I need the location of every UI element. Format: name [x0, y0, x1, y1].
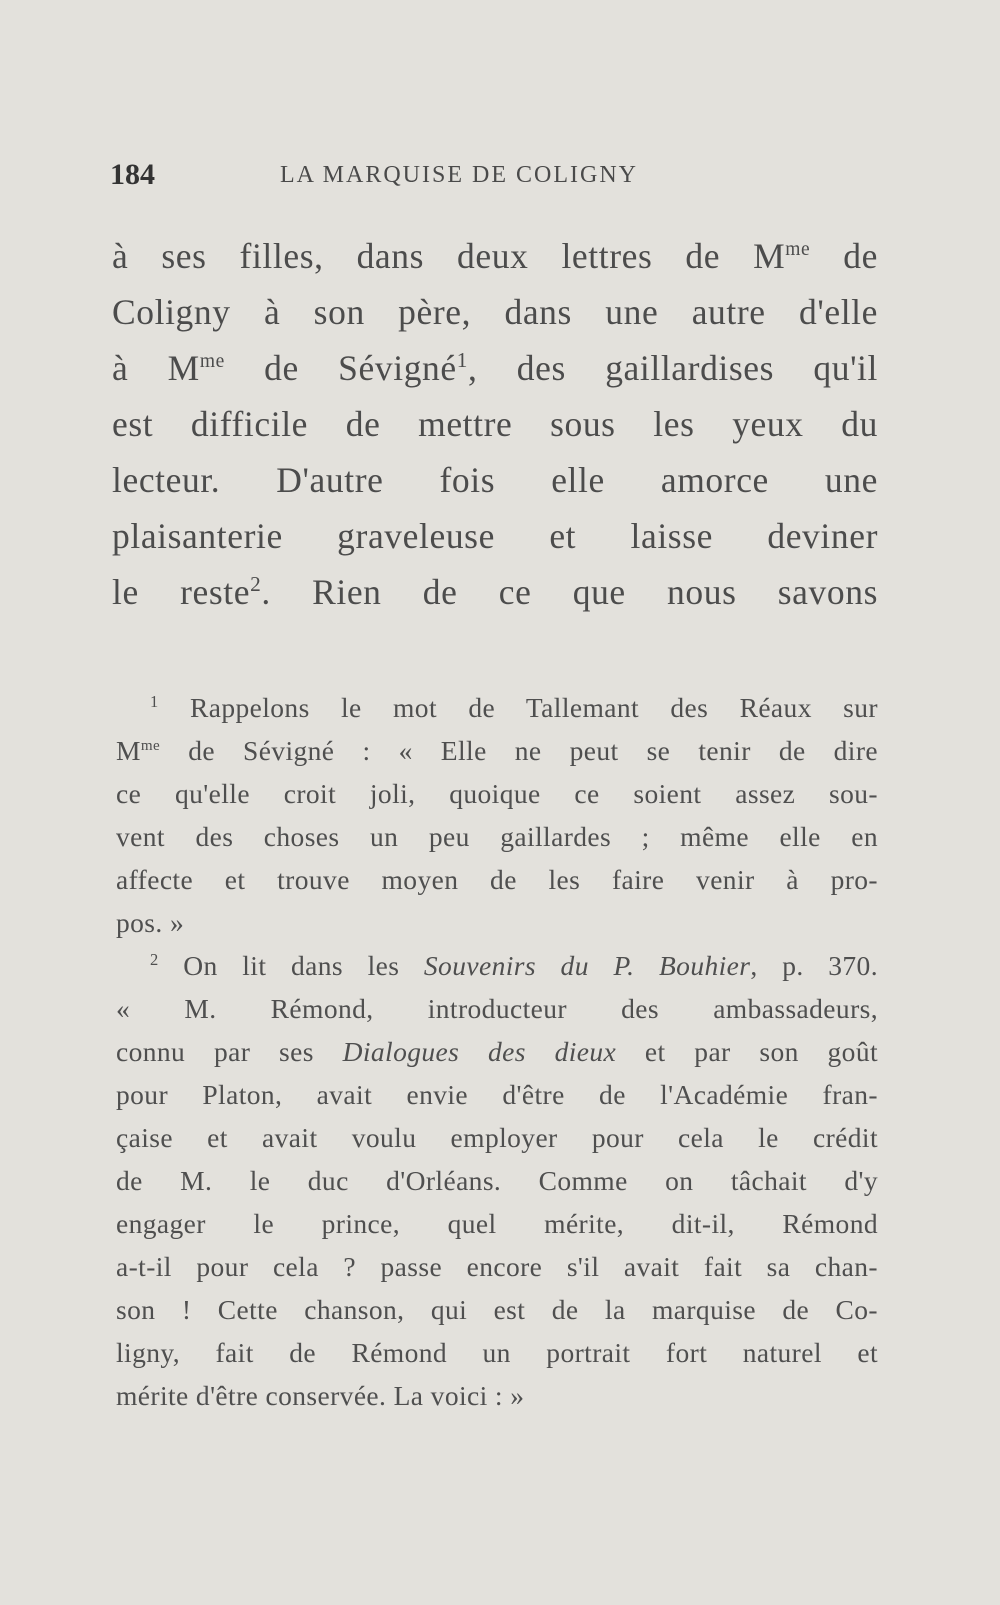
text-fragment: , des gaillardises qu'il	[468, 348, 878, 388]
footnotes	[116, 686, 878, 1417]
italic-title: Dialogues des dieux	[342, 1036, 617, 1067]
footnote-line	[116, 729, 878, 772]
text-fragment: connu par ses	[116, 1036, 343, 1067]
text-fragment: et par son goût	[616, 1036, 879, 1067]
footnote-line: engager le prince, quel mérite, dit-il, Rémond	[116, 1208, 878, 1239]
footnote-marker: 1	[150, 691, 159, 711]
text-line	[112, 228, 878, 284]
text-line	[112, 564, 878, 620]
footnote-line: affecte et trouve moyen de les faire venir à pro-	[116, 864, 878, 895]
footnote-line	[116, 944, 878, 987]
text-fragment: de Sévigné	[224, 348, 457, 388]
page-number: 184	[110, 158, 155, 191]
footnote-line	[116, 686, 878, 729]
superscript-abbrev: me	[199, 351, 225, 373]
page-header	[110, 158, 880, 198]
text-line: Coligny à son père, dans une autre d'elle	[112, 292, 878, 332]
footnote-line: çaise et avait voulu employer pour cela le crédit	[116, 1122, 878, 1153]
footnote-line: de M. le duc d'Orléans. Comme on tâchait d'y	[116, 1165, 878, 1196]
italic-title: Souvenirs du P. Bouhier	[423, 950, 751, 981]
footnote-line: « M. Rémond, introducteur des ambassadeurs,	[116, 993, 878, 1024]
text-fragment: , p. 370.	[750, 950, 878, 981]
text-fragment: Rappelons le mot de Tallemant des Réaux sur	[158, 692, 878, 723]
footnote-line: mérite d'être conservée. La voici : »	[116, 1380, 525, 1411]
text-fragment: de	[810, 236, 878, 276]
text-fragment: à ses filles, dans deux lettres de M	[112, 236, 786, 276]
text-line: est difficile de mettre sous les yeux du	[112, 404, 878, 444]
text-line: lecteur. D'autre fois elle amorce une	[112, 460, 878, 500]
footnote-line: pour Platon, avait envie d'être de l'Académie fran-	[116, 1079, 878, 1110]
text-fragment: M	[116, 735, 141, 766]
running-title: LA MARQUISE DE COLIGNY	[280, 162, 638, 188]
text-line: plaisanterie graveleuse et laisse deviner	[112, 516, 878, 556]
footnote-line: pos. »	[116, 907, 185, 938]
footnote-ref: 2	[250, 572, 262, 597]
footnote-line	[116, 1030, 878, 1073]
footnote-line: ce qu'elle croit joli, quoique ce soient assez sou-	[116, 778, 878, 809]
text-fragment: le reste	[112, 572, 251, 612]
footnote-ref: 1	[456, 348, 468, 373]
text-line	[112, 340, 878, 396]
footnote-line: ligny, fait de Rémond un portrait fort naturel et	[116, 1337, 878, 1368]
text-fragment: On lit dans les	[158, 950, 424, 981]
superscript-abbrev: me	[140, 737, 161, 754]
main-text	[112, 228, 878, 620]
footnote-line: a-t-il pour cela ? passe encore s'il avait fait sa chan-	[116, 1251, 878, 1282]
text-fragment: à M	[112, 348, 200, 388]
footnote-line: vent des choses un peu gaillardes ; même elle en	[116, 821, 878, 852]
superscript-abbrev: me	[785, 239, 811, 261]
footnote-marker: 2	[150, 949, 159, 969]
text-fragment: de Sévigné : « Elle ne peut se tenir de dire	[160, 735, 878, 766]
footnote-line: son ! Cette chanson, qui est de la marquise de Co-	[116, 1294, 878, 1325]
text-fragment: . Rien de ce que nous savons	[261, 572, 878, 612]
